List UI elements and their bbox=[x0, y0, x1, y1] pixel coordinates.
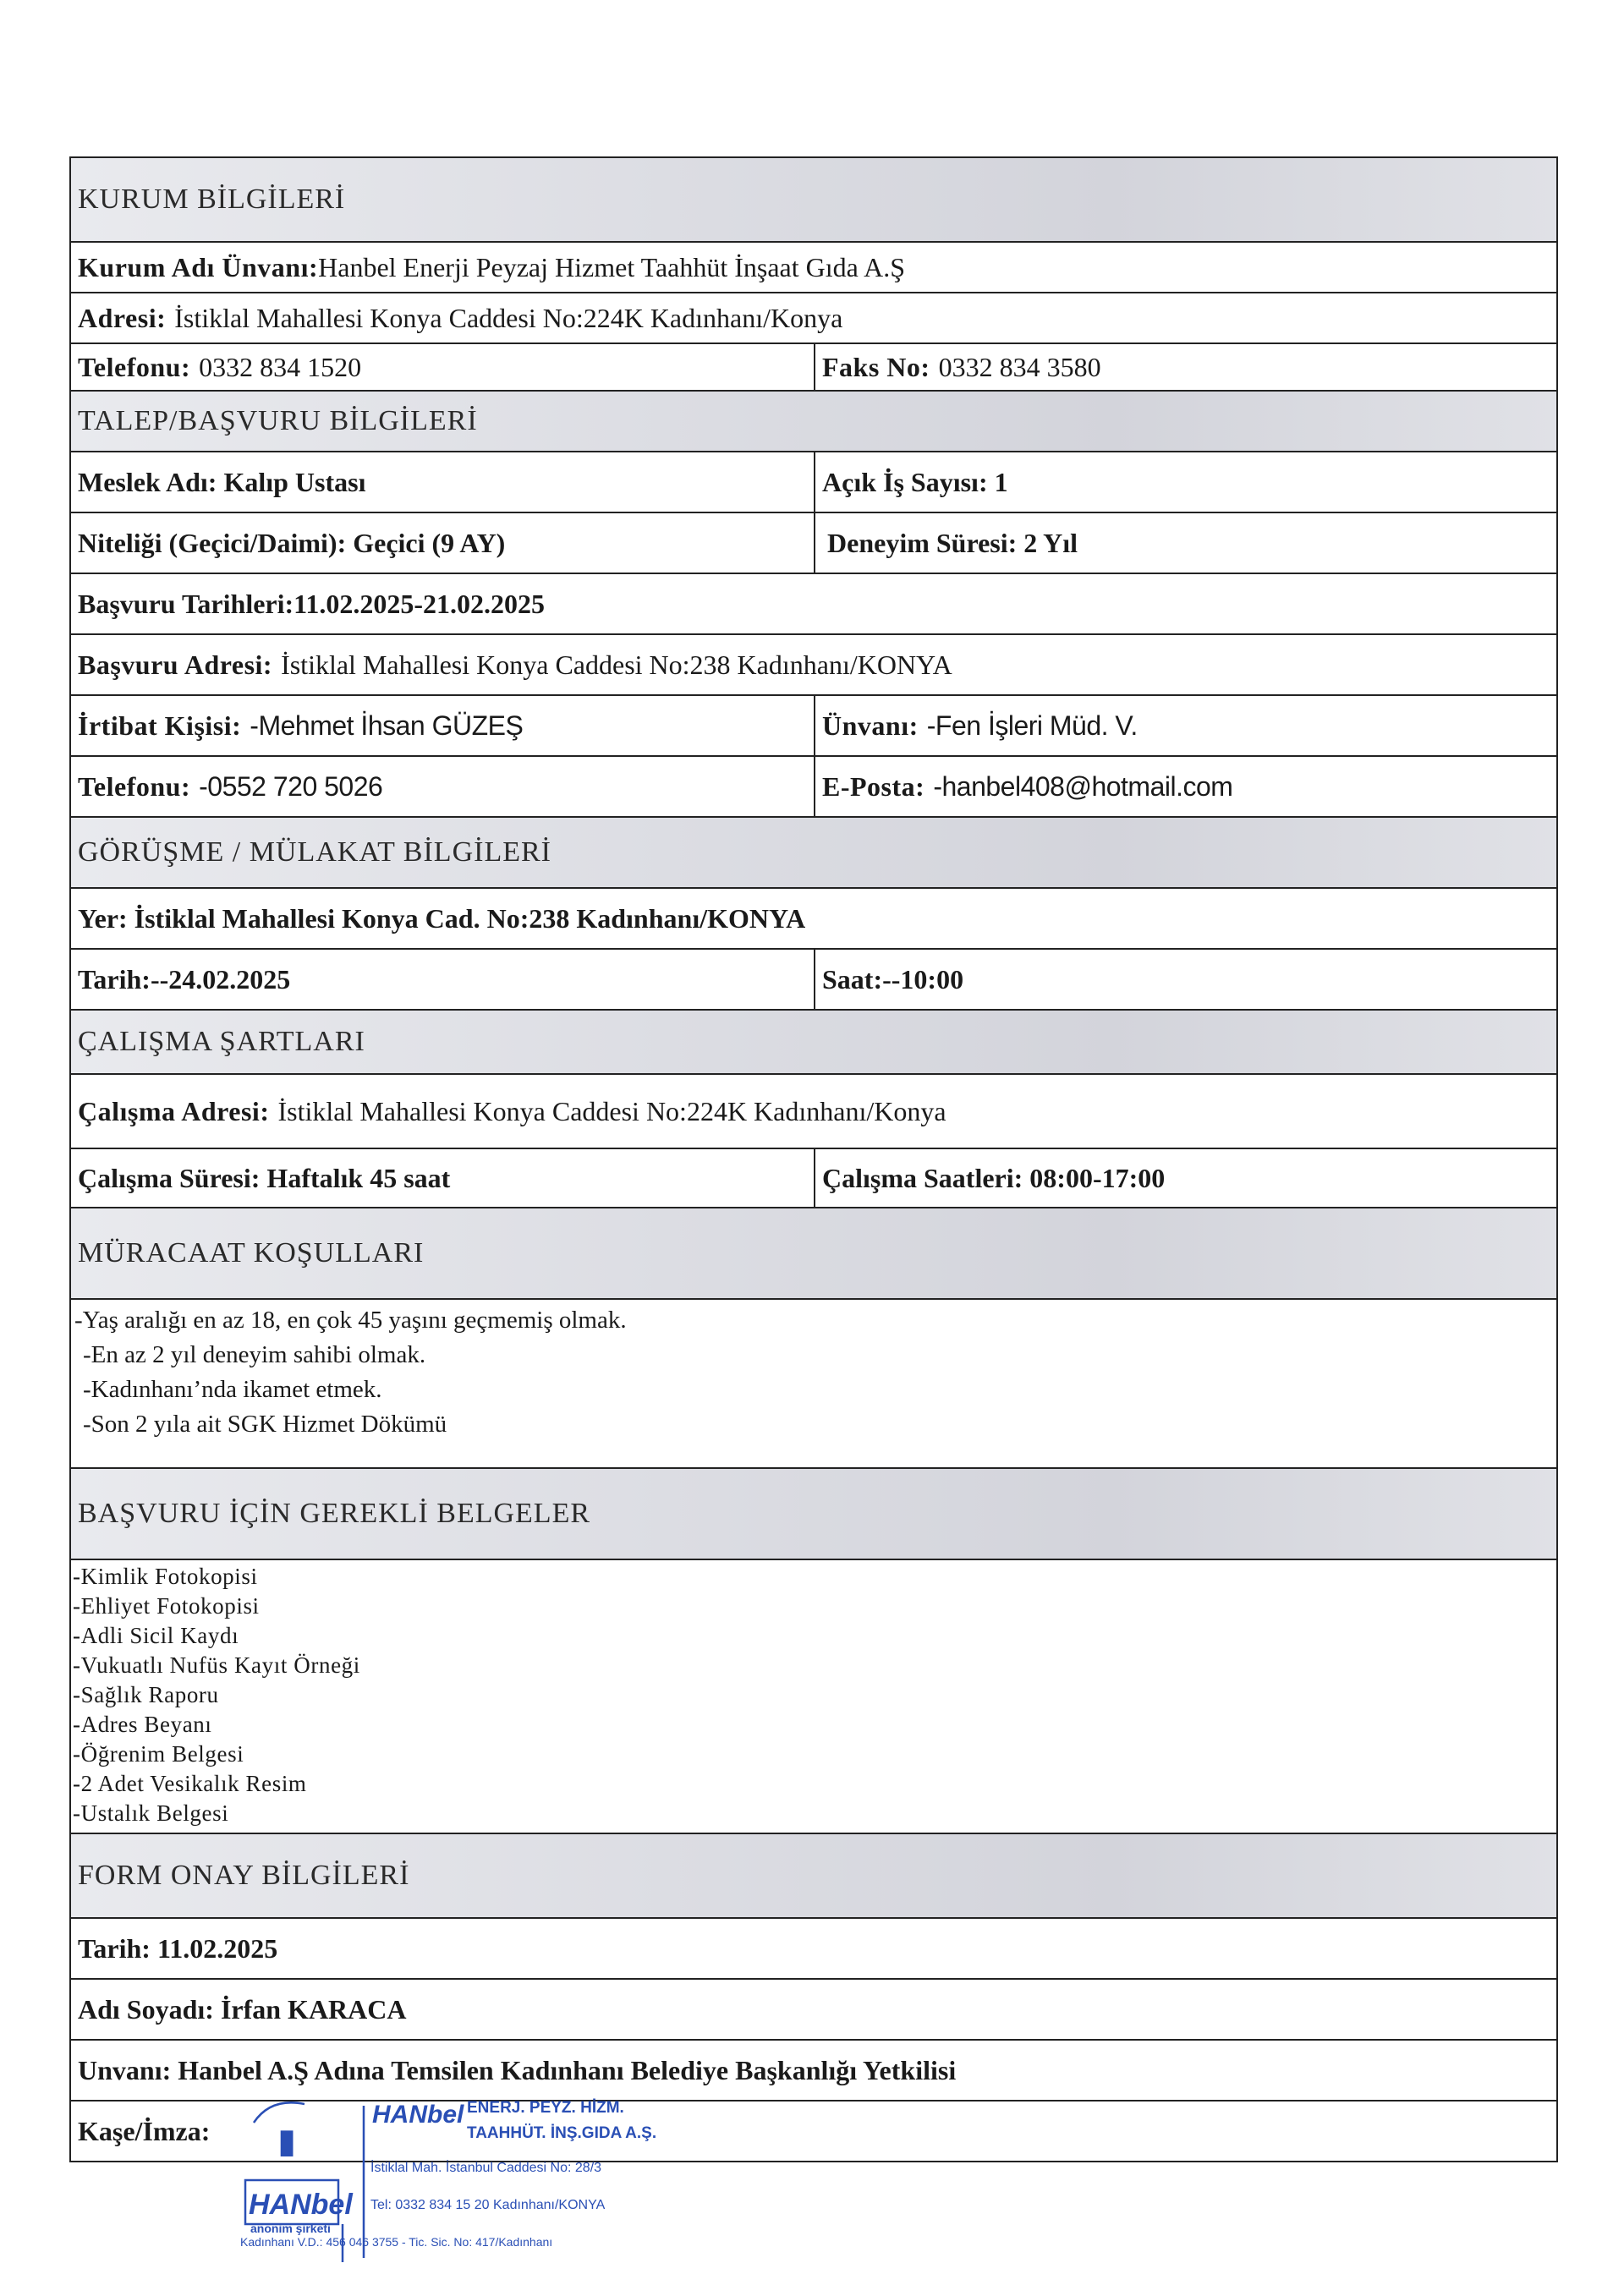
onay-heading: FORM ONAY BİLGİLERİ bbox=[78, 1860, 410, 1891]
eposta-value: -hanbel408@hotmail.com bbox=[933, 770, 1233, 802]
stamp-logo-mark: ▮ bbox=[277, 2123, 297, 2160]
stamp-sub: anonim şirketi bbox=[250, 2222, 331, 2235]
gorusme-heading: GÖRÜŞME / MÜLAKAT BİLGİLERİ bbox=[78, 836, 551, 868]
onay-tarih: Tarih: 11.02.2025 bbox=[78, 1932, 278, 1964]
calisma-adres-label: Çalışma Adresi: bbox=[78, 1095, 270, 1126]
nitelik: Niteliği (Geçici/Daimi): Geçici (9 AY) bbox=[78, 527, 506, 558]
calisma-sure-row bbox=[69, 1149, 1558, 1208]
belgeler-heading: BAŞVURU İÇİN GEREKLİ BELGELER bbox=[78, 1498, 591, 1529]
list-item: -Kimlik Fotokopisi bbox=[73, 1564, 258, 1589]
belgeler-list bbox=[71, 1560, 360, 1828]
irtibat-unvan-label: Ünvanı: bbox=[822, 710, 919, 741]
onay-adsoyad: Adı Soyadı: İrfan KARACA bbox=[78, 1993, 407, 2025]
list-item: -Ustalık Belgesi bbox=[73, 1800, 229, 1826]
kurum-adres-row bbox=[69, 293, 1558, 344]
kurum-unvan-label: Kurum Adı Ünvanı: bbox=[78, 251, 319, 282]
onay-adsoyad-row bbox=[69, 1980, 1558, 2041]
talep-meslek-row bbox=[69, 452, 1558, 513]
list-item: -En az 2 yıl deneyim sahibi olmak. bbox=[83, 1341, 426, 1368]
stamp-line4: Tel: 0332 834 15 20 Kadınhanı/KONYA bbox=[370, 2198, 606, 2212]
section-kurum-heading bbox=[69, 156, 1558, 243]
gorusme-tarih-row bbox=[69, 950, 1558, 1011]
kurum-unvan-value: Hanbel Enerji Peyzaj Hizmet Taahhüt İnşaat Gıda A.Ş bbox=[318, 251, 905, 282]
muracaat-heading: MÜRACAAT KOŞULLARI bbox=[78, 1237, 425, 1269]
talep-iletisim-row bbox=[69, 757, 1558, 818]
irtibat-label: İrtibat Kişisi: bbox=[78, 710, 242, 741]
list-item: -Adres Beyanı bbox=[73, 1712, 212, 1737]
irtibat-telefon-value: -0552 720 5026 bbox=[199, 770, 383, 802]
company-stamp bbox=[237, 2089, 710, 2266]
deneyim-suresi: Deneyim Süresi: 2 Yıl bbox=[814, 513, 1556, 573]
list-item: -Vukuatlı Nufüs Kayıt Örneği bbox=[73, 1652, 360, 1678]
list-item: -Son 2 yıla ait SGK Hizmet Dökümü bbox=[83, 1411, 447, 1438]
gorusme-yer-row bbox=[69, 889, 1558, 950]
talep-tarih-row bbox=[69, 574, 1558, 635]
calisma-saatleri: Çalışma Saatleri: 08:00-17:00 bbox=[814, 1149, 1556, 1207]
list-item: -2 Adet Vesikalık Resim bbox=[73, 1771, 307, 1796]
stamp-line3: İstiklal Mah. İstanbul Caddesi No: 28/3 bbox=[370, 2161, 602, 2175]
irtibat-value: -Mehmet İhsan GÜZEŞ bbox=[250, 710, 524, 741]
calisma-adres-row bbox=[69, 1075, 1558, 1149]
kurum-telefon-label: Telefonu: bbox=[78, 351, 191, 382]
gorusme-saat: Saat:--10:00 bbox=[814, 950, 1556, 1009]
calisma-suresi: Çalışma Süresi: Haftalık 45 saat bbox=[78, 1162, 451, 1193]
section-muracaat-heading bbox=[69, 1208, 1558, 1300]
kase-imza-label: Kaşe/İmza: bbox=[78, 2115, 211, 2146]
stamp-line2: TAAHHÜT. İNŞ.GIDA A.Ş. bbox=[467, 2124, 657, 2142]
gorusme-yer: Yer: İstiklal Mahallesi Konya Cad. No:238 Kadınhanı/KONYA bbox=[78, 902, 806, 934]
irtibat-telefon-label: Telefonu: bbox=[78, 770, 191, 802]
list-item: -Öğrenim Belgesi bbox=[73, 1741, 244, 1767]
basvuru-adres-value: İstiklal Mahallesi Konya Caddesi No:238 Kadınhanı/KONYA bbox=[281, 649, 952, 680]
kurum-unvan-row bbox=[69, 243, 1558, 293]
application-form bbox=[69, 156, 1558, 2162]
kurum-faks-label: Faks No: bbox=[822, 351, 930, 382]
stamp-brand: HANbel bbox=[249, 2189, 353, 2221]
muracaat-list bbox=[71, 1300, 627, 1442]
stamp-line5: Kadınhanı V.D.: 456 046 3755 - Tic. Sic. No: 417/Kadınhanı bbox=[240, 2235, 553, 2249]
calisma-adres-value: İstiklal Mahallesi Konya Caddesi No:224K Kadınhanı/Konya bbox=[277, 1095, 946, 1126]
list-item: -Yaş aralığı en az 18, en çok 45 yaşını geçmemiş olmak. bbox=[74, 1307, 627, 1334]
calisma-heading: ÇALIŞMA ŞARTLARI bbox=[78, 1026, 365, 1057]
basvuru-tarihleri: Başvuru Tarihleri:11.02.2025-21.02.2025 bbox=[78, 588, 546, 619]
section-talep-heading bbox=[69, 392, 1558, 452]
belgeler-list-row bbox=[69, 1560, 1558, 1834]
kurum-telefon-value: 0332 834 1520 bbox=[199, 351, 362, 382]
kurum-adres-value: İstiklal Mahallesi Konya Caddesi No:224K Kadınhanı/Konya bbox=[174, 302, 843, 333]
talep-irtibat-row bbox=[69, 696, 1558, 757]
eposta-label: E-Posta: bbox=[822, 770, 925, 802]
talep-heading: TALEP/BAŞVURU BİLGİLERİ bbox=[78, 405, 478, 436]
onay-tarih-row bbox=[69, 1919, 1558, 1980]
basvuru-adres-label: Başvuru Adresi: bbox=[78, 649, 273, 680]
acik-is-sayisi: Açık İş Sayısı: 1 bbox=[814, 452, 1556, 512]
meslek-adi: Meslek Adı: Kalıp Ustası bbox=[78, 466, 366, 497]
section-calisma-heading bbox=[69, 1011, 1558, 1075]
talep-adres-row bbox=[69, 635, 1558, 696]
kurum-faks-value: 0332 834 3580 bbox=[938, 351, 1101, 382]
stamp-line1: ENERJ. PEYZ. HİZM. bbox=[467, 2099, 624, 2117]
kurum-iletisim-row bbox=[69, 344, 1558, 392]
section-belgeler-heading bbox=[69, 1469, 1558, 1560]
list-item: -Adli Sicil Kaydı bbox=[73, 1623, 239, 1648]
gorusme-tarih: Tarih:--24.02.2025 bbox=[78, 963, 291, 995]
onay-unvan: Unvanı: Hanbel A.Ş Adına Temsilen Kadınhanı Belediye Başkanlığı Yetkilisi bbox=[78, 2054, 957, 2085]
irtibat-unvan-value: -Fen İşleri Müd. V. bbox=[926, 710, 1138, 741]
list-item: -Sağlık Raporu bbox=[73, 1682, 219, 1707]
muracaat-list-row bbox=[69, 1300, 1558, 1469]
stamp-brand-top: HANbel bbox=[372, 2101, 464, 2129]
talep-nitelik-row bbox=[69, 513, 1558, 574]
kurum-heading: KURUM BİLGİLERİ bbox=[78, 184, 346, 215]
section-gorusme-heading bbox=[69, 818, 1558, 889]
list-item: -Kadınhanı’nda ikamet etmek. bbox=[83, 1376, 382, 1403]
list-item: -Ehliyet Fotokopisi bbox=[73, 1593, 260, 1619]
kurum-adres-label: Adresi: bbox=[78, 302, 167, 333]
section-onay-heading bbox=[69, 1834, 1558, 1919]
